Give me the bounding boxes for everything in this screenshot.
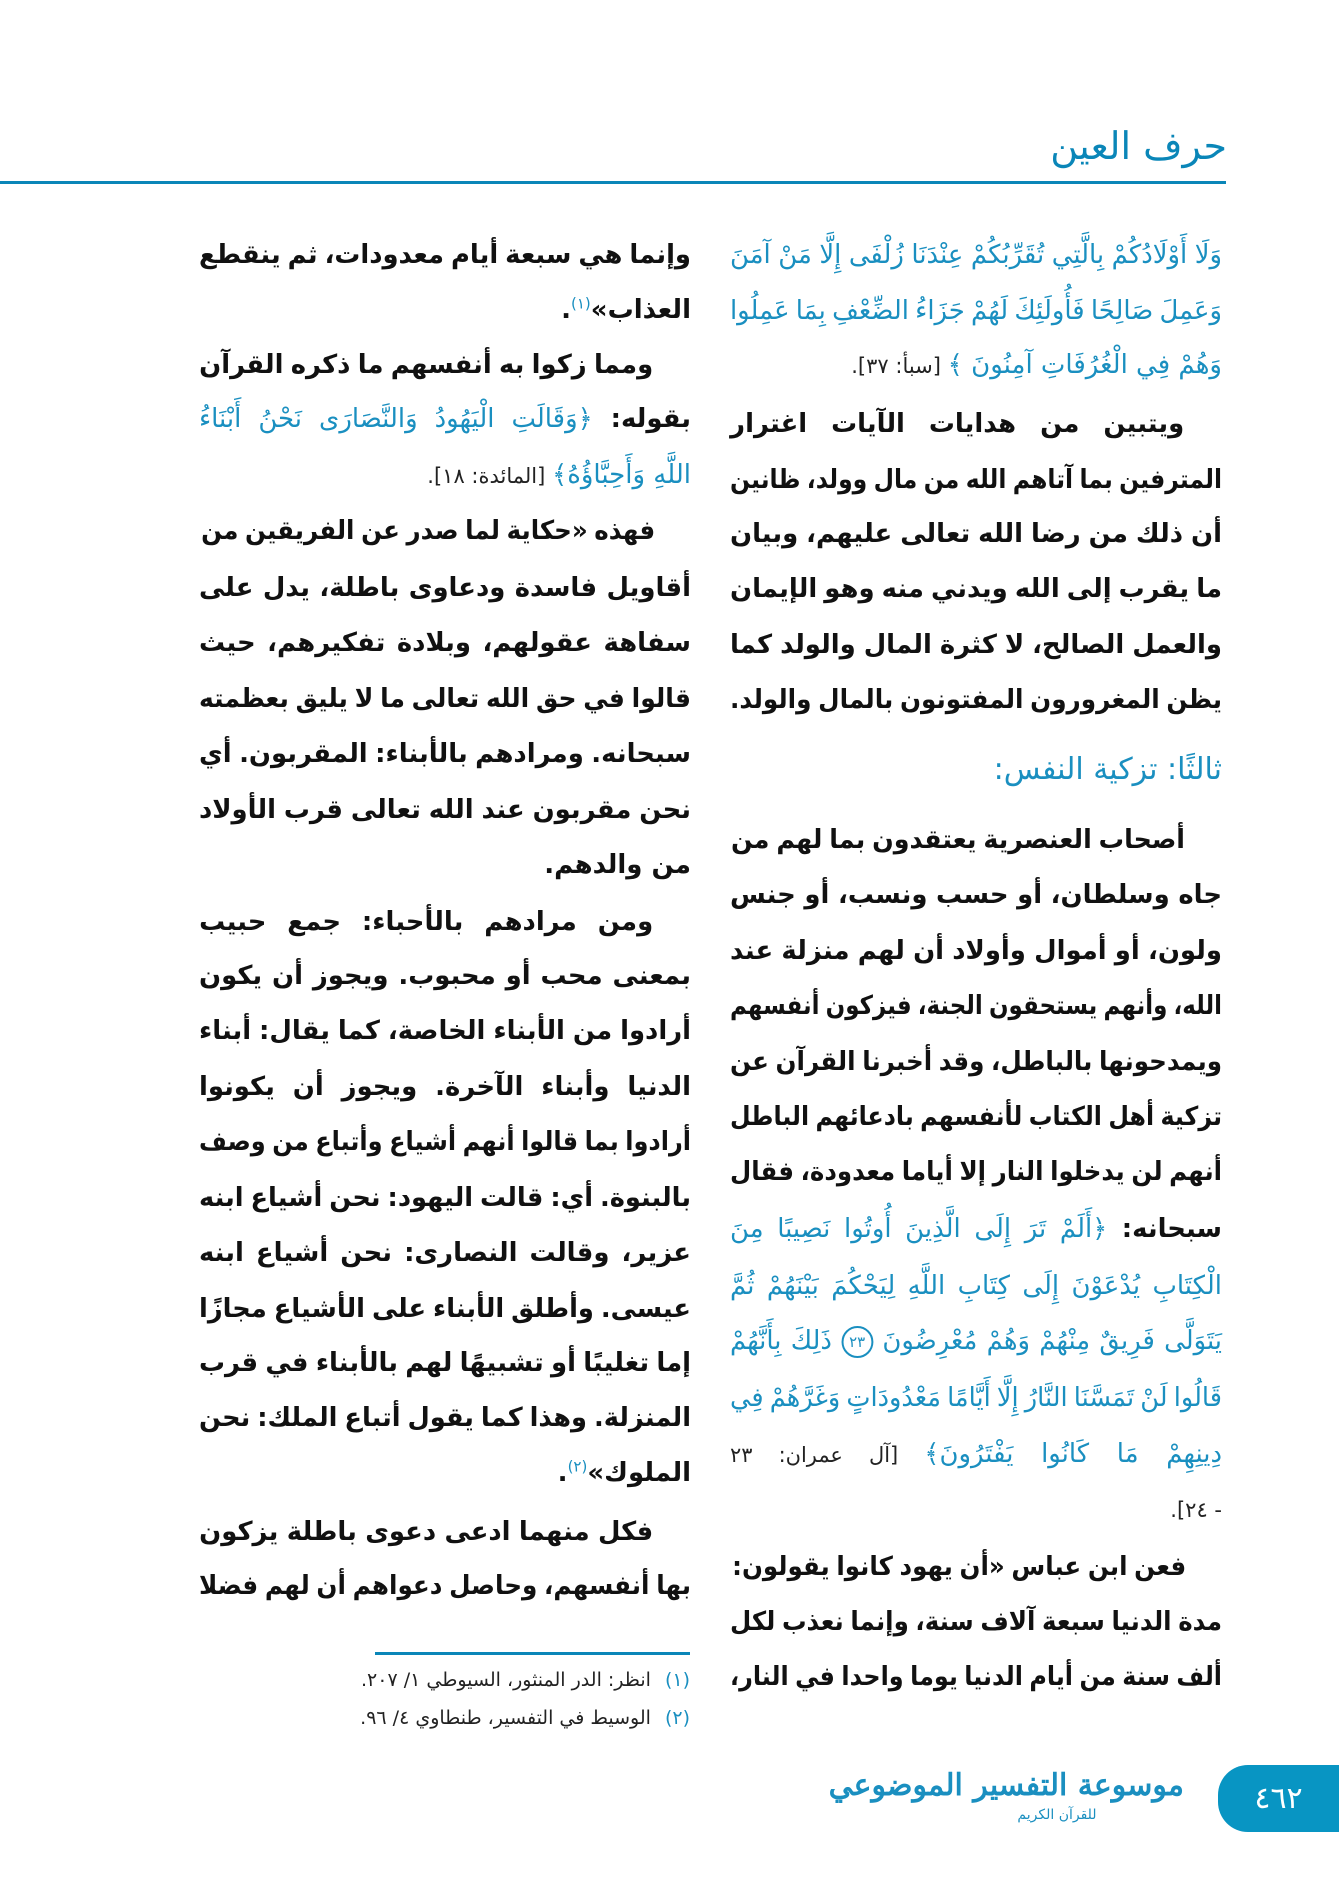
body-text: فعن ابن عباس «أن يهود كانوا يقولون: xyxy=(732,1552,1187,1582)
verse-number-marker: ٢٣ xyxy=(841,1326,873,1358)
footnote-number: (١) xyxy=(664,1669,690,1691)
body-text: جاه وسلطان، أو حسب ونسب، أو جنس xyxy=(729,880,1222,910)
text-line xyxy=(730,620,1222,670)
text-line xyxy=(730,564,1222,614)
quran-verse-text: وَهُمْ فِي الْغُرُفَاتِ آمِنُونَ ﴾ xyxy=(947,350,1222,380)
body-text: بالبنوة. أي: قالت اليهود: نحن أشياع ابنه xyxy=(198,1183,691,1213)
body-text: أصحاب العنصرية يعتقدون بما لهم من xyxy=(730,825,1185,855)
text-line xyxy=(729,1092,1222,1142)
footnote-marker[interactable]: (٢) xyxy=(567,1457,588,1476)
verse-reference: [المائدة: ١٨]. xyxy=(427,464,552,488)
text-line xyxy=(730,230,1222,280)
body-text: الله، وأنهم يستحقون الجنة، فيزكون أنفسهم xyxy=(730,991,1222,1021)
text-line xyxy=(728,340,1222,390)
encyclopedia-logo xyxy=(828,1766,1184,1824)
footnote-marker[interactable]: (١) xyxy=(571,294,591,313)
text-line xyxy=(730,1147,1222,1197)
chapter-title: حرف العين xyxy=(1050,124,1227,168)
quran-verse-text: اللَّهِ وَأَحِبَّاؤُهُ﴾ xyxy=(552,460,691,490)
text-line xyxy=(199,340,691,390)
text-line xyxy=(730,870,1222,920)
text-line xyxy=(730,1316,1222,1366)
text-line xyxy=(199,1062,691,1112)
body-text: عيسى. وأطلق الأبناء على الأشياع مجازًا xyxy=(199,1294,691,1324)
text-line xyxy=(199,618,691,668)
body-text: ألف سنة من أيام الدنيا يوما واحدا في النار، xyxy=(729,1662,1222,1692)
body-text: الدنيا وأبناء الآخرة. ويجوز أن يكونوا xyxy=(198,1072,691,1102)
right-column xyxy=(728,0,1222,1760)
quran-verse-text: الْكِتَابِ يُدْعَوْنَ إِلَى كِتَابِ اللَّهِ لِيَحْكُمَ بَيْنَهُمْ ثُمَّ xyxy=(729,1271,1222,1301)
text-line xyxy=(199,563,691,613)
body-text: بها أنفسهم، وحاصل دعواهم أن لهم فضلا xyxy=(199,1571,691,1601)
section-heading: ثالثًا: تزكية النفس: xyxy=(993,752,1222,787)
body-text: قالوا في حق الله تعالى ما لا يليق بعظمته xyxy=(198,684,691,714)
text-line xyxy=(730,926,1222,976)
text-line xyxy=(730,286,1222,336)
text-line xyxy=(199,1338,691,1388)
text-line xyxy=(199,1393,691,1443)
body-text: يظن المغرورون المفتونون بالمال والولد. xyxy=(729,685,1222,715)
quran-verse-text: قَالُوا لَنْ تَمَسَّنَا النَّارُ إِلَّا أَيَّامًا مَعْدُودَاتٍ وَغَرَّهُمْ فِي xyxy=(729,1383,1222,1413)
body-text: ويمدحونها بالباطل، وقد أخبرنا القرآن عن xyxy=(729,1047,1222,1077)
body-text: أرادوا بما قالوا أنهم أشياع وأتباع من وصف xyxy=(199,1127,692,1157)
body-text: بقوله: xyxy=(592,404,691,434)
footnote-text: انظر: الدر المنثور، السيوطي ١/ ٢٠٧. xyxy=(361,1669,651,1691)
body-text: سفاهة عقولهم، وبلادة تفكيرهم، حيث xyxy=(198,628,691,658)
text-line xyxy=(199,1561,691,1611)
text-line xyxy=(199,1507,691,1557)
quran-verse-text: وَلَا أَوْلَادُكُمْ بِالَّتِي تُقَرِّبُكُمْ عِنْدَنَا زُلْفَى إِلَّا مَنْ آمَنَ xyxy=(729,240,1222,270)
verse-reference: [آل عمران: ٢٣ xyxy=(729,1443,925,1467)
text-line xyxy=(199,897,691,947)
quran-verse-text: ذَلِكَ بِأَنَّهُمْ xyxy=(729,1326,842,1356)
body-text: مدة الدنيا سبعة آلاف سنة، وإنما نعذب لكل xyxy=(729,1607,1222,1637)
text-line xyxy=(728,1484,1222,1534)
text-line xyxy=(198,1173,691,1223)
body-text: أن ذلك من رضا الله تعالى عليهم، وبيان xyxy=(729,519,1222,549)
text-line xyxy=(729,1037,1222,1087)
text-line xyxy=(730,455,1222,505)
body-text: وإنما هي سبعة أيام معدودات، ثم ينقطع xyxy=(199,240,691,270)
body-text: الملوك» xyxy=(587,1458,691,1488)
quran-verse-text: يَتَوَلَّى فَرِيقٌ مِنْهُمْ وَهُمْ مُعْرِضُونَ xyxy=(873,1326,1222,1356)
body-text: . xyxy=(561,295,571,325)
text-line xyxy=(199,1117,692,1167)
body-text: أرادوا من الأبناء الخاصة، كما يقال: أبناء xyxy=(198,1016,691,1046)
body-text: أنهم لن يدخلوا النار إلا أياما معدودة، فقال xyxy=(730,1157,1222,1187)
body-text: عزير، وقالت النصارى: نحن أشياع ابنه xyxy=(198,1238,691,1268)
body-text: إما تغليبًا أو تشبيهًا لهم بالأبناء في قرب xyxy=(198,1348,691,1378)
body-text: سبحانه. ومرادهم بالأبناء: المقربون. أي xyxy=(198,739,691,769)
body-text: ولون، أو أموال وأولاد أن لهم منزلة عند xyxy=(729,936,1222,966)
text-line xyxy=(730,1261,1222,1311)
text-line xyxy=(729,675,1222,725)
body-text: فكل منهما ادعى دعوى باطلة يزكون xyxy=(199,1517,654,1547)
text-line xyxy=(199,1284,691,1334)
text-line xyxy=(732,1542,1222,1592)
body-text: العذاب» xyxy=(590,295,691,325)
footnote-divider xyxy=(375,1652,690,1655)
text-line xyxy=(729,1597,1222,1647)
body-text: ومن مرادهم بالأحباء: جمع حبيب xyxy=(199,907,654,937)
text-line xyxy=(199,785,691,835)
body-text: . xyxy=(557,1458,568,1488)
text-line xyxy=(201,506,691,556)
text-line xyxy=(197,285,691,335)
body-text: فهذه «حكاية لما صدر عن الفريقين من xyxy=(201,516,656,546)
verse-reference: [سبأ: ٣٧]. xyxy=(851,354,948,378)
footnote-text: الوسيط في التفسير، طنطاوي ٤/ ٩٦. xyxy=(360,1707,651,1729)
body-text: والعمل الصالح، لا كثرة المال والولد كما xyxy=(729,630,1222,660)
text-line xyxy=(199,394,691,444)
quran-verse-text: دِينِهِمْ مَا كَانُوا يَفْتَرُونَ﴾ xyxy=(924,1439,1222,1469)
body-text: تزكية أهل الكتاب لأنفسهم بادعائهم الباطل xyxy=(729,1102,1222,1132)
body-text: ويتبين من هدايات الآيات اغترار xyxy=(730,409,1185,439)
body-text: المترفين بما آتاهم الله من مال وولد، ظانين xyxy=(730,465,1222,495)
footnote-number: (٢) xyxy=(664,1707,690,1729)
body-text: ومما زكوا به أنفسهم ما ذكره القرآن xyxy=(199,350,654,380)
page-number: ٤٦٢ xyxy=(1218,1765,1339,1832)
text-line xyxy=(199,1006,691,1056)
text-line xyxy=(198,674,691,724)
body-text: نحن مقربون عند الله تعالى قرب الأولاد xyxy=(198,795,691,825)
text-line xyxy=(200,230,691,280)
text-line xyxy=(199,1228,691,1278)
text-line xyxy=(730,1204,1222,1254)
verse-reference: - ٢٤]. xyxy=(1170,1498,1222,1522)
logo-subtitle: للقرآن الكريم xyxy=(1017,1807,1097,1823)
quran-verse-text: وَعَمِلَ صَالِحًا فَأُولَئِكَ لَهُمْ جَزَاءُ الضِّعْفِ بِمَا عَمِلُوا xyxy=(729,296,1222,326)
text-line xyxy=(199,951,691,1001)
body-text: أقاويل فاسدة ودعاوى باطلة، يدل على xyxy=(198,573,691,603)
body-text: من والدهم. xyxy=(544,850,691,880)
left-column xyxy=(197,0,691,1760)
footnote-2 xyxy=(360,1704,690,1732)
body-text: ما يقرب إلى الله ويدني منه وهو الإيمان xyxy=(729,574,1222,604)
body-text: سبحانه: xyxy=(1107,1214,1222,1244)
text-line xyxy=(729,1373,1222,1423)
logo-title: موسوعة التفسير الموضوعي xyxy=(828,1768,1184,1803)
text-line xyxy=(197,840,691,890)
text-line xyxy=(730,399,1222,449)
text-line xyxy=(730,1429,1222,1479)
text-line xyxy=(730,815,1222,865)
text-line xyxy=(197,1448,691,1498)
text-line xyxy=(730,509,1222,559)
quran-verse-text: ﴿وَقَالَتِ الْيَهُودُ وَالنَّصَارَى نَحْنُ أَبْنَاءُ xyxy=(198,404,593,434)
text-line xyxy=(197,450,691,500)
body-text: المنزلة. وهذا كما يقول أتباع الملك: نحن xyxy=(199,1403,691,1433)
text-line xyxy=(199,729,691,779)
footnote-1 xyxy=(361,1666,690,1694)
text-line xyxy=(729,1652,1222,1702)
body-text: بمعنى محب أو محبوب. ويجوز أن يكون xyxy=(198,961,691,991)
quran-verse-text: ﴿أَلَمْ تَرَ إِلَى الَّذِينَ أُوتُوا نَصِيبًا مِنَ xyxy=(729,1214,1108,1244)
text-line xyxy=(730,981,1222,1031)
